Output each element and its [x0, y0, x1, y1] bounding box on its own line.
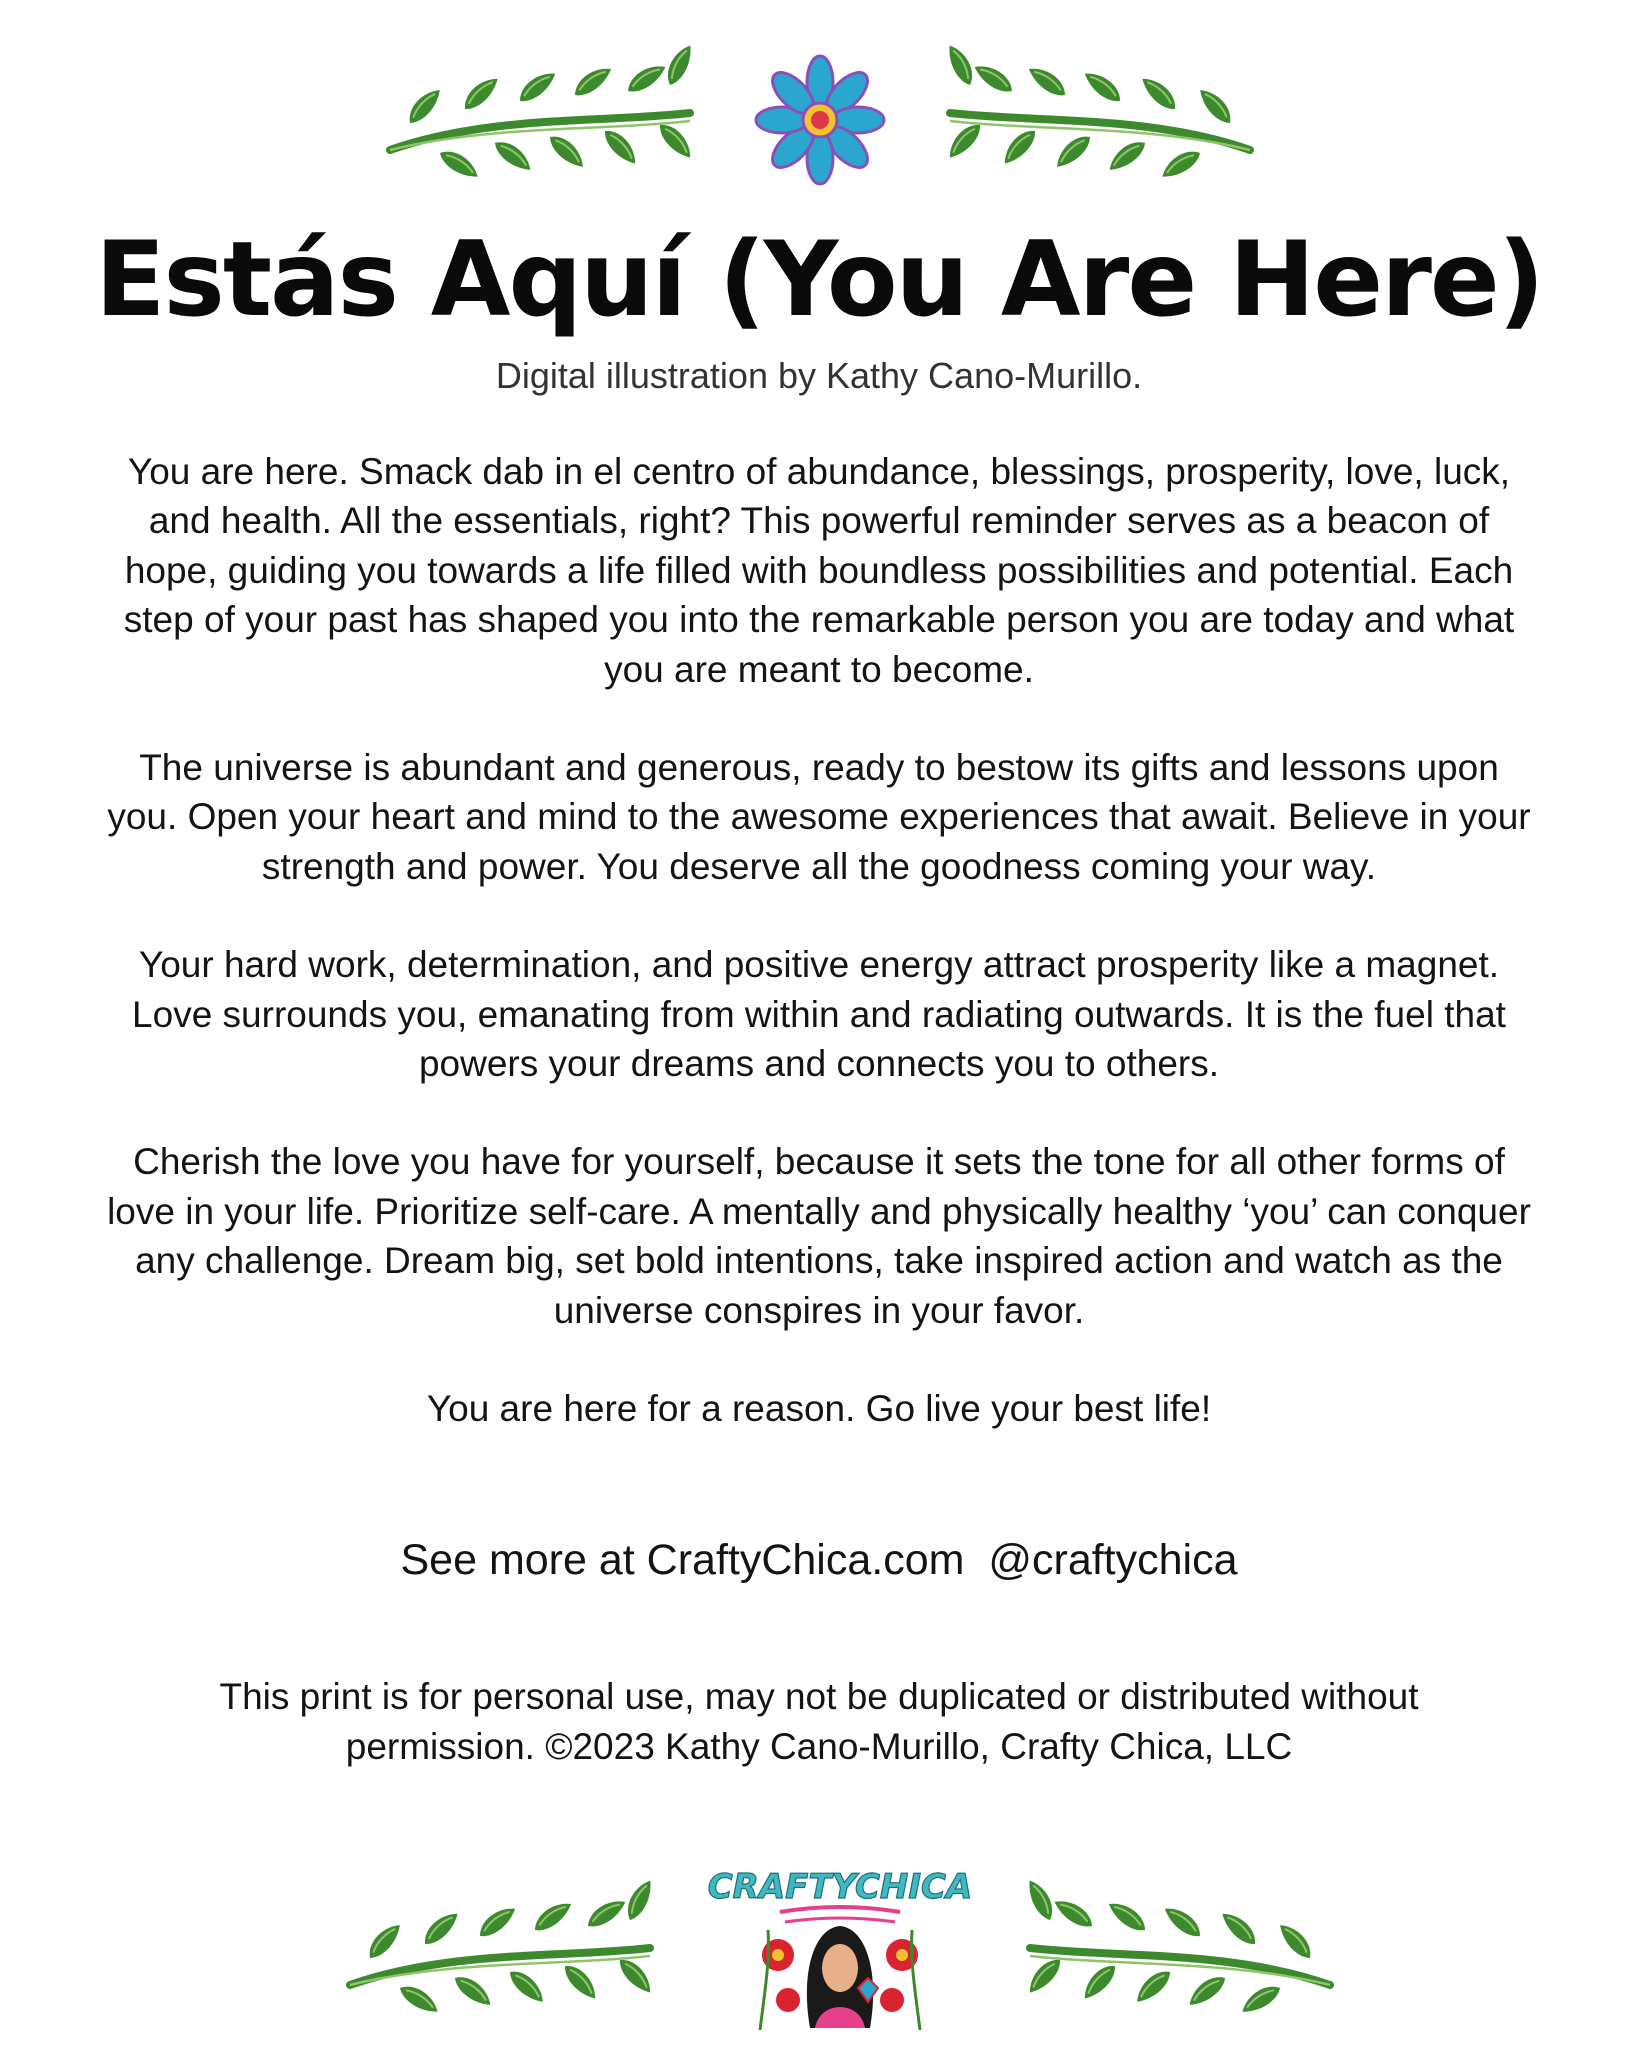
logo-text: CRAFTYCHICA: [707, 1867, 973, 1907]
page-title: Estás Aquí (You Are Here): [95, 220, 1543, 340]
crafty-chica-logo: [708, 1867, 973, 2030]
body-paragraph: Your hard work, determination, and positive energy attract prosperity like a magnet. Love surrounds you, emanating from within and radiating outwards. It is the fuel that powers your dreams and connects you to others.: [132, 944, 1506, 1085]
closing-line: You are here for a reason. Go live your best life!: [426, 1388, 1212, 1430]
body-paragraph: You are here. Smack dab in el centro of abundance, blessings, prosperity, love, luck, and health. All the essentials, right? This powerful reminder serves as a beacon of hope, guiding you towards a life filled with boundless possibilities and potential. Each step of your past has shaped you into the remarkable person you are today and what you are meant to become.: [123, 451, 1515, 690]
body-paragraph: Cherish the love you have for yourself, because it sets the tone for all other forms of love in your life. Prioritize self-care. A mentally and physically healthy ‘you’ can conquer any challenge. Dream big, set bold intentions, take inspired action and watch as the universe conspires in your favor.: [107, 1141, 1531, 1331]
body-text: [100, 447, 1538, 1434]
illustration-credit: Digital illustration by Kathy Cano-Murillo.: [495, 355, 1143, 396]
see-more-link: See more at CraftyChica.com @craftychica: [400, 1536, 1238, 1584]
leaf-vine-icon: [941, 45, 1250, 185]
leaf-vine-icon: [1021, 1877, 1330, 2020]
leaf-vine-icon: [390, 45, 699, 185]
body-paragraph: The universe is abundant and generous, ready to bestow its gifts and lessons upon you. Open your heart and mind to the awesome experiences that await. Believe in your strength and power. You deserve all the goodness coming your way.: [107, 747, 1531, 887]
top-ornament: [370, 45, 1270, 210]
flower-icon: [756, 56, 884, 184]
copyright-notice: This print is for personal use, may not be duplicated or distributed without permission. ©2023 Kathy Cano-Murillo, Crafty Chica, LLC: [219, 1676, 1419, 1767]
leaf-vine-icon: [350, 1877, 659, 2020]
bottom-ornament: [340, 1850, 1340, 2035]
